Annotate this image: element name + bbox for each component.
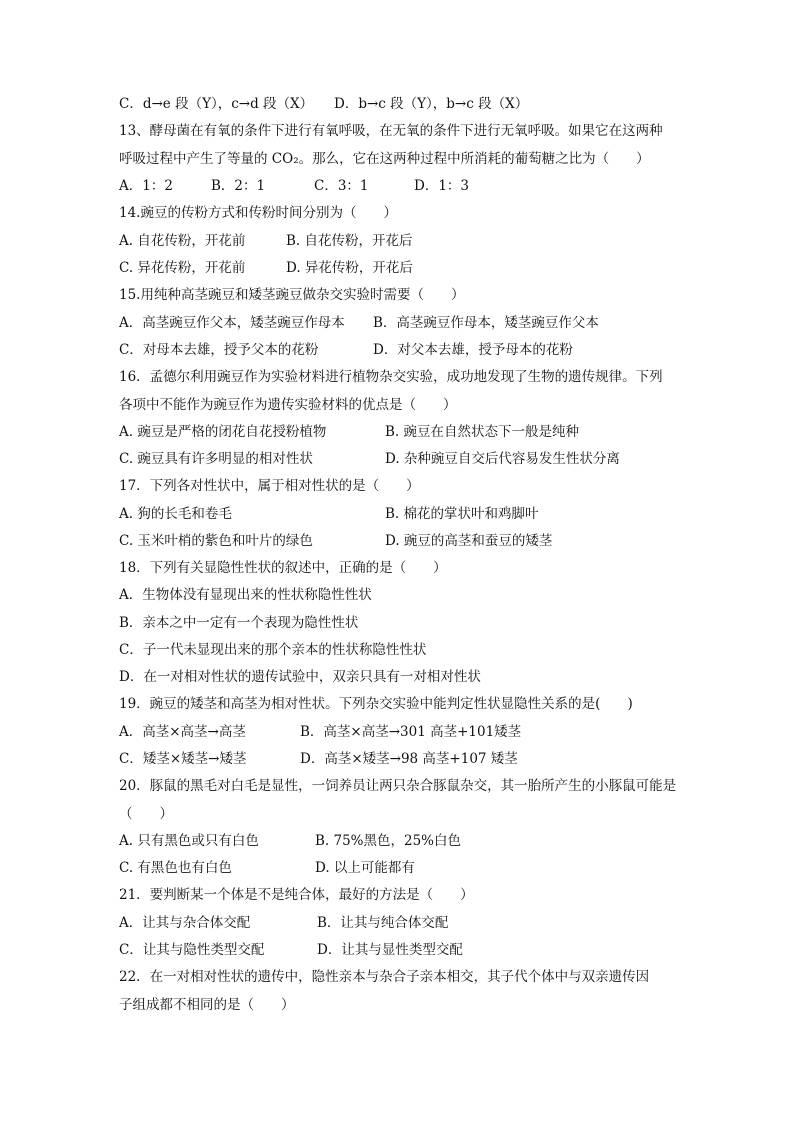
- option-left: C. 豌豆具有许多明显的相对性状: [119, 451, 313, 467]
- option-row: [119, 859, 679, 877]
- text-line: 14.豌豆的传粉方式和传粉时间分别为（ ）: [119, 205, 397, 221]
- option-row: [119, 750, 679, 768]
- option-row: [119, 259, 679, 277]
- option-left: C．对母本去雄，授予父本的花粉: [119, 342, 319, 358]
- option-b: B．2：1: [211, 178, 266, 194]
- text-line: 19．豌豆的矮茎和高茎为相对性状。下列杂交实验中能判定性状显隐性关系的是( ): [119, 696, 633, 712]
- text-line: 子组成都不相同的是（ ）: [119, 997, 295, 1013]
- text-line: A．生物体没有显现出来的性状称隐性性状: [119, 587, 372, 603]
- option-row: [119, 723, 679, 741]
- text-line: 20．豚鼠的黑毛对白毛是显性，一饲养员让两只杂合豚鼠杂交，其一胎所产生的小豚鼠可能是: [119, 778, 677, 794]
- option-left: A．高茎×高茎→高茎: [119, 724, 246, 740]
- option-left: A. 豌豆是严格的闭花自花授粉植物: [119, 424, 327, 440]
- option-row: [119, 341, 679, 359]
- option-row: [119, 941, 679, 959]
- option-left: C．矮茎×矮茎→矮茎: [119, 751, 247, 767]
- option-right: D. 异花传粉，开花后: [286, 260, 413, 276]
- option-row: [119, 232, 679, 250]
- option-right: B. 自花传粉，开花后: [286, 233, 413, 249]
- text-line: 各项中不能作为豌豆作为遗传实验材料的优点是（ ）: [119, 397, 457, 413]
- text-line: 16．孟德尔利用豌豆作为实验材料进行植物杂交实验，成功地发现了生物的遗传规律。下列: [119, 369, 663, 385]
- option-right: D．b→c 段（Y），b→c 段（X）: [334, 96, 529, 112]
- text-line: B．亲本之中一定有一个表现为隐性性状: [119, 615, 359, 631]
- option-right: D．高茎×矮茎→98 高茎+107 矮茎: [300, 751, 518, 767]
- text-line: 21．要判断某一个体是不是纯合体，最好的方法是（ ）: [119, 887, 474, 903]
- option-row: [119, 832, 679, 850]
- text-line: D．在一对相对性状的遗传试验中，双亲只具有一对相对性状: [119, 669, 481, 685]
- option-c: C．3：1: [314, 178, 369, 194]
- option-row: [119, 177, 679, 195]
- option-a: A．1：2: [119, 178, 173, 194]
- option-right: B. 棉花的掌状叶和鸡脚叶: [385, 506, 539, 522]
- option-row: [119, 423, 679, 441]
- option-left: A. 自花传粉，开花前: [119, 233, 246, 249]
- option-row: [119, 95, 679, 113]
- option-left: C. 玉米叶梢的紫色和叶片的绿色: [119, 533, 313, 549]
- text-line: 22．在一对相对性状的遗传中，隐性亲本与杂合子亲本相交，其子代个体中与双亲遗传因: [119, 969, 650, 985]
- option-left: C．d→e 段（Y），c→d 段（X）: [119, 96, 314, 112]
- option-left: C. 异花传粉，开花前: [119, 260, 246, 276]
- option-right: B．高茎豌豆作母本，矮茎豌豆作父本: [373, 315, 599, 331]
- text-line: 17．下列各对性状中，属于相对性状的是（ ）: [119, 478, 420, 494]
- text-line: 呼吸过程中产生了等量的 CO₂。那么，它在这两种过程中所消耗的葡萄糖之比为（ ）: [119, 151, 650, 167]
- option-left: A．让其与杂合体交配: [119, 915, 251, 931]
- option-left: A．高茎豌豆作父本，矮茎豌豆作母本: [119, 315, 345, 331]
- option-row: [119, 450, 679, 468]
- option-left: C. 有黑色也有白色: [119, 860, 232, 876]
- text-line: （ ）: [119, 806, 173, 822]
- option-right: B．让其与纯合体交配: [317, 915, 449, 931]
- option-right: D. 杂种豌豆自交后代容易发生性状分离: [385, 451, 620, 467]
- option-row: [119, 914, 679, 932]
- option-left: A. 狗的长毛和卷毛: [119, 506, 232, 522]
- text-line: 13、酵母菌在有氧的条件下进行有氧呼吸，在无氧的条件下进行无氧呼吸。如果它在这两种: [119, 123, 663, 139]
- option-left: C．让其与隐性类型交配: [119, 942, 265, 958]
- option-row: [119, 532, 679, 550]
- text-line: C．子一代未显现出来的那个亲本的性状称隐性性状: [119, 642, 427, 658]
- option-right: B．高茎×高茎→301 高茎+101矮茎: [300, 724, 522, 740]
- option-right: D. 以上可能都有: [315, 860, 415, 876]
- option-d: D．1：3: [414, 178, 470, 194]
- option-row: [119, 505, 679, 523]
- option-row: [119, 314, 679, 332]
- text-line: 18．下列有关显隐性性状的叙述中，正确的是（ ）: [119, 560, 447, 576]
- option-right: D．对父本去雄，授予母本的花粉: [373, 342, 573, 358]
- option-right: D. 豌豆的高茎和蚕豆的矮茎: [385, 533, 553, 549]
- text-line: 15.用纯种高茎豌豆和矮茎豌豆做杂交实验时需要（ ）: [119, 287, 465, 303]
- option-right: B. 75%黑色，25%白色: [315, 833, 462, 849]
- option-right: D．让其与显性类型交配: [317, 942, 463, 958]
- option-left: A. 只有黑色或只有白色: [119, 833, 259, 849]
- option-right: B. 豌豆在自然状态下一般是纯种: [385, 424, 580, 440]
